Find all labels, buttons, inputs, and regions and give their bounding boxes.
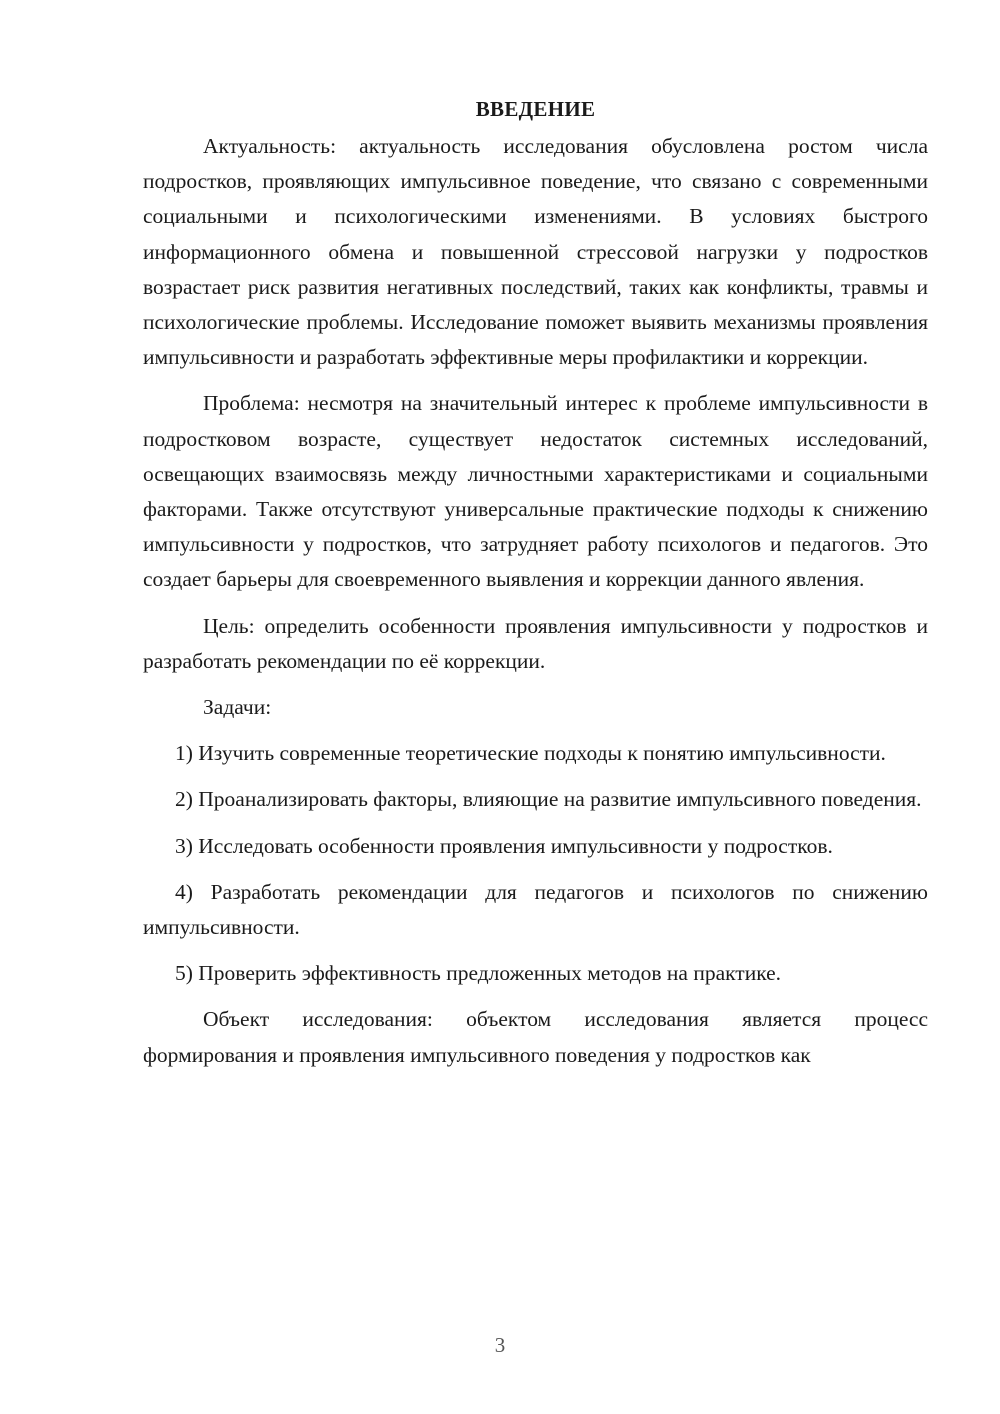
task-item-1: 1) Изучить современные теоретические подходы к понятию импульсивности. [175,741,886,766]
paragraph-object: Объект исследования: объектом исследования является процесс формирования и проявления импульсивного поведения у подростков как [143,1007,928,1067]
task-item-3: 3) Исследовать особенности проявления импульсивности у подростков. [175,833,833,858]
document-page [143,92,928,1073]
paragraph-relevance: Актуальность: актуальность исследования обусловлена ростом числа подростков, проявляющих импульсивное поведение, что связано с современными социальными и психологическими изменениями. В условиях быстрого информационного обмена и повышенной стрессовой нагрузки у подростков возрастает риск развития негативных последствий, таких как конфликты, травмы и психологические проблемы. Исследование поможет выявить механизмы проявления импульсивности и разработать эффективные меры профилактики и коррекции. [143,134,928,370]
paragraph-goal: Цель: определить особенности проявления импульсивности у подростков и разработать рекомендации по её коррекции. [143,613,928,673]
section-title: ВВЕДЕНИЕ [475,97,596,121]
tasks-heading: Задачи: [203,695,272,720]
paragraph-problem: Проблема: несмотря на значительный интерес к проблеме импульсивности в подростковом возрасте, существует недостаток системных исследований, освещающих взаимосвязь между личностными характеристиками и социальными факторами. Также отсутствуют универсальные практические подходы к снижению импульсивности у подростков, что затрудняет работу психологов и педагогов. Это создает барьеры для своевременного выявления и коррекции данного явления. [143,391,928,592]
page-number: 3 [494,1333,506,1357]
task-item-4: 4) Разработать рекомендации для педагогов и психологов по снижению импульсивности. [143,879,928,940]
task-item-2: 2) Проанализировать факторы, влияющие на развитие импульсивного поведения. [175,787,922,812]
task-item-5: 5) Проверить эффективность предложенных методов на практике. [175,961,782,986]
